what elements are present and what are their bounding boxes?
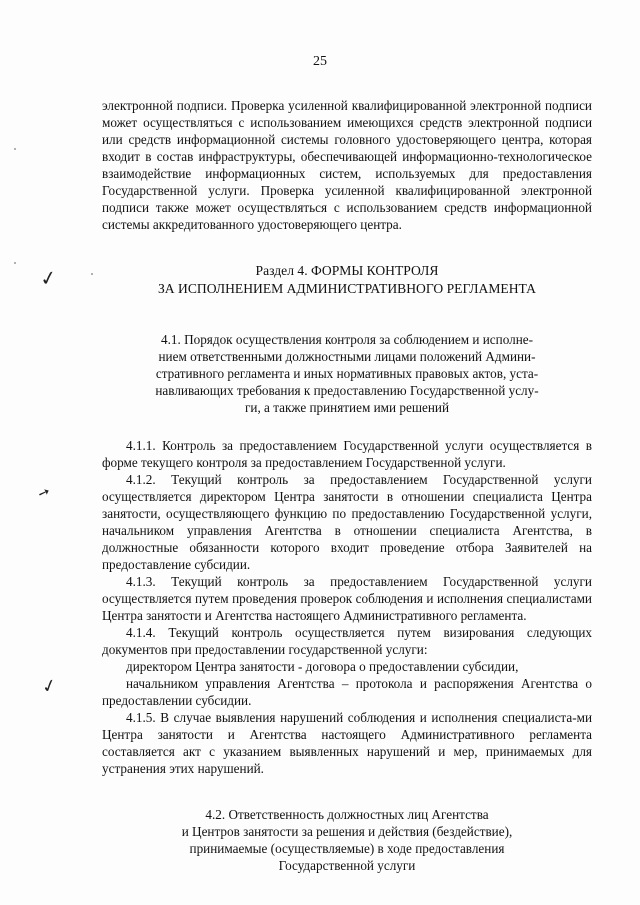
paragraph-4-1-4-b: начальником управления Агентства – протокола и распоряжения Агентства о предоставлении субсидии. bbox=[102, 676, 592, 708]
subsection-title-line: нием ответственными должностными лицами положений Админи- bbox=[158, 349, 536, 364]
section-title bbox=[102, 262, 592, 297]
page-number: 25 bbox=[313, 54, 327, 69]
subsection-title-line: навливающих требования к предоставлению Государственной услу- bbox=[155, 383, 539, 398]
subsection-title-line: 4.2. Ответственность должностных лиц Агентства bbox=[205, 807, 489, 822]
intro-paragraph: электронной подписи. Проверка усиленной квалифицированной электронной подписи может осуществляться с использованием имеющихся средств электронной подписи или средств информационной системы головного удостоверяющего центра, которая входит в состав инфраструктуры, обеспечивающей информационно-технологическое взаимодействие информационных систем, используемых для предоставления Государственной услуги. Проверка усиленной квалифицированной электронной подписи также может осуществляться с использованием средств информационной системы аккредитованного удостоверяющего центра. bbox=[102, 98, 592, 232]
paragraph-4-1-5: 4.1.5. В случае выявления нарушений соблюдения и исполнения специалиста-ми Центра занятости и Агентства настоящего Административного регламента составляется акт с указанием выявленных нарушений и мер, принимаемых для устранения этих нарушений. bbox=[102, 710, 592, 776]
scan-speck bbox=[91, 273, 93, 275]
section-title-line: ЗА ИСПОЛНЕНИЕМ АДМИНИСТРАТИВНОГО РЕГЛАМЕНТА bbox=[157, 280, 536, 296]
subsection-title-line: Государственной услуги bbox=[278, 858, 416, 873]
subsection-title-line: принимаемые (осуществляемые) в ходе предоставления bbox=[189, 841, 505, 856]
paragraph-4-1-4: 4.1.4. Текущий контроль осуществляется путем визирования следующих документов при предоставлении государственной услуги: bbox=[102, 625, 592, 657]
subsection-title-line: и Центров занятости за решения и действия (бездействие), bbox=[181, 824, 513, 839]
scan-speck bbox=[14, 262, 16, 264]
subsection-title-line: 4.1. Порядок осуществления контроля за соблюдением и исполне- bbox=[161, 332, 533, 347]
scan-speck bbox=[14, 148, 16, 150]
subsection-4-2-title bbox=[102, 806, 592, 874]
margin-arrow-mark-icon: ➚ bbox=[35, 483, 53, 503]
paragraph-4-1-3: 4.1.3. Текущий контроль за предоставлением Государственной услуги осуществляется путем проведения проверок соблюдения и исполнения специалистами Центра занятости и Агентства настоящего Административного регламента. bbox=[102, 574, 592, 623]
paragraph-4-1-2: 4.1.2. Текущий контроль за предоставлением Государственной услуги осуществляется директором Центра занятости в отношении специалиста Центра занятости, осуществляющего функцию по предоставлению Государственной услуги, начальником управления Агентства в отношении специалиста Агентства, в должностные обязанности которого входит проведение отбора Заявителей на предоставление субсидии. bbox=[102, 472, 592, 572]
margin-check-mark-icon: ✓ bbox=[38, 264, 59, 292]
subsection-title-line: стративного регламента и иных нормативных правовых актов, уста- bbox=[155, 366, 539, 381]
subsection-4-1-title bbox=[102, 331, 592, 416]
document-body bbox=[102, 97, 592, 874]
paragraph-4-1-1: 4.1.1. Контроль за предоставлением Государственной услуги осуществляется в форме текущего контроля за предоставлением Государственной услуги. bbox=[102, 438, 592, 470]
subsection-title-line: ги, а также принятием ими решений bbox=[244, 400, 449, 415]
section-title-line: Раздел 4. ФОРМЫ КОНТРОЛЯ bbox=[255, 263, 439, 278]
margin-check-mark-icon: ✓ bbox=[39, 674, 60, 699]
paragraph-4-1-4-a: директором Центра занятости - договора о предоставлении субсидии, bbox=[126, 659, 519, 674]
